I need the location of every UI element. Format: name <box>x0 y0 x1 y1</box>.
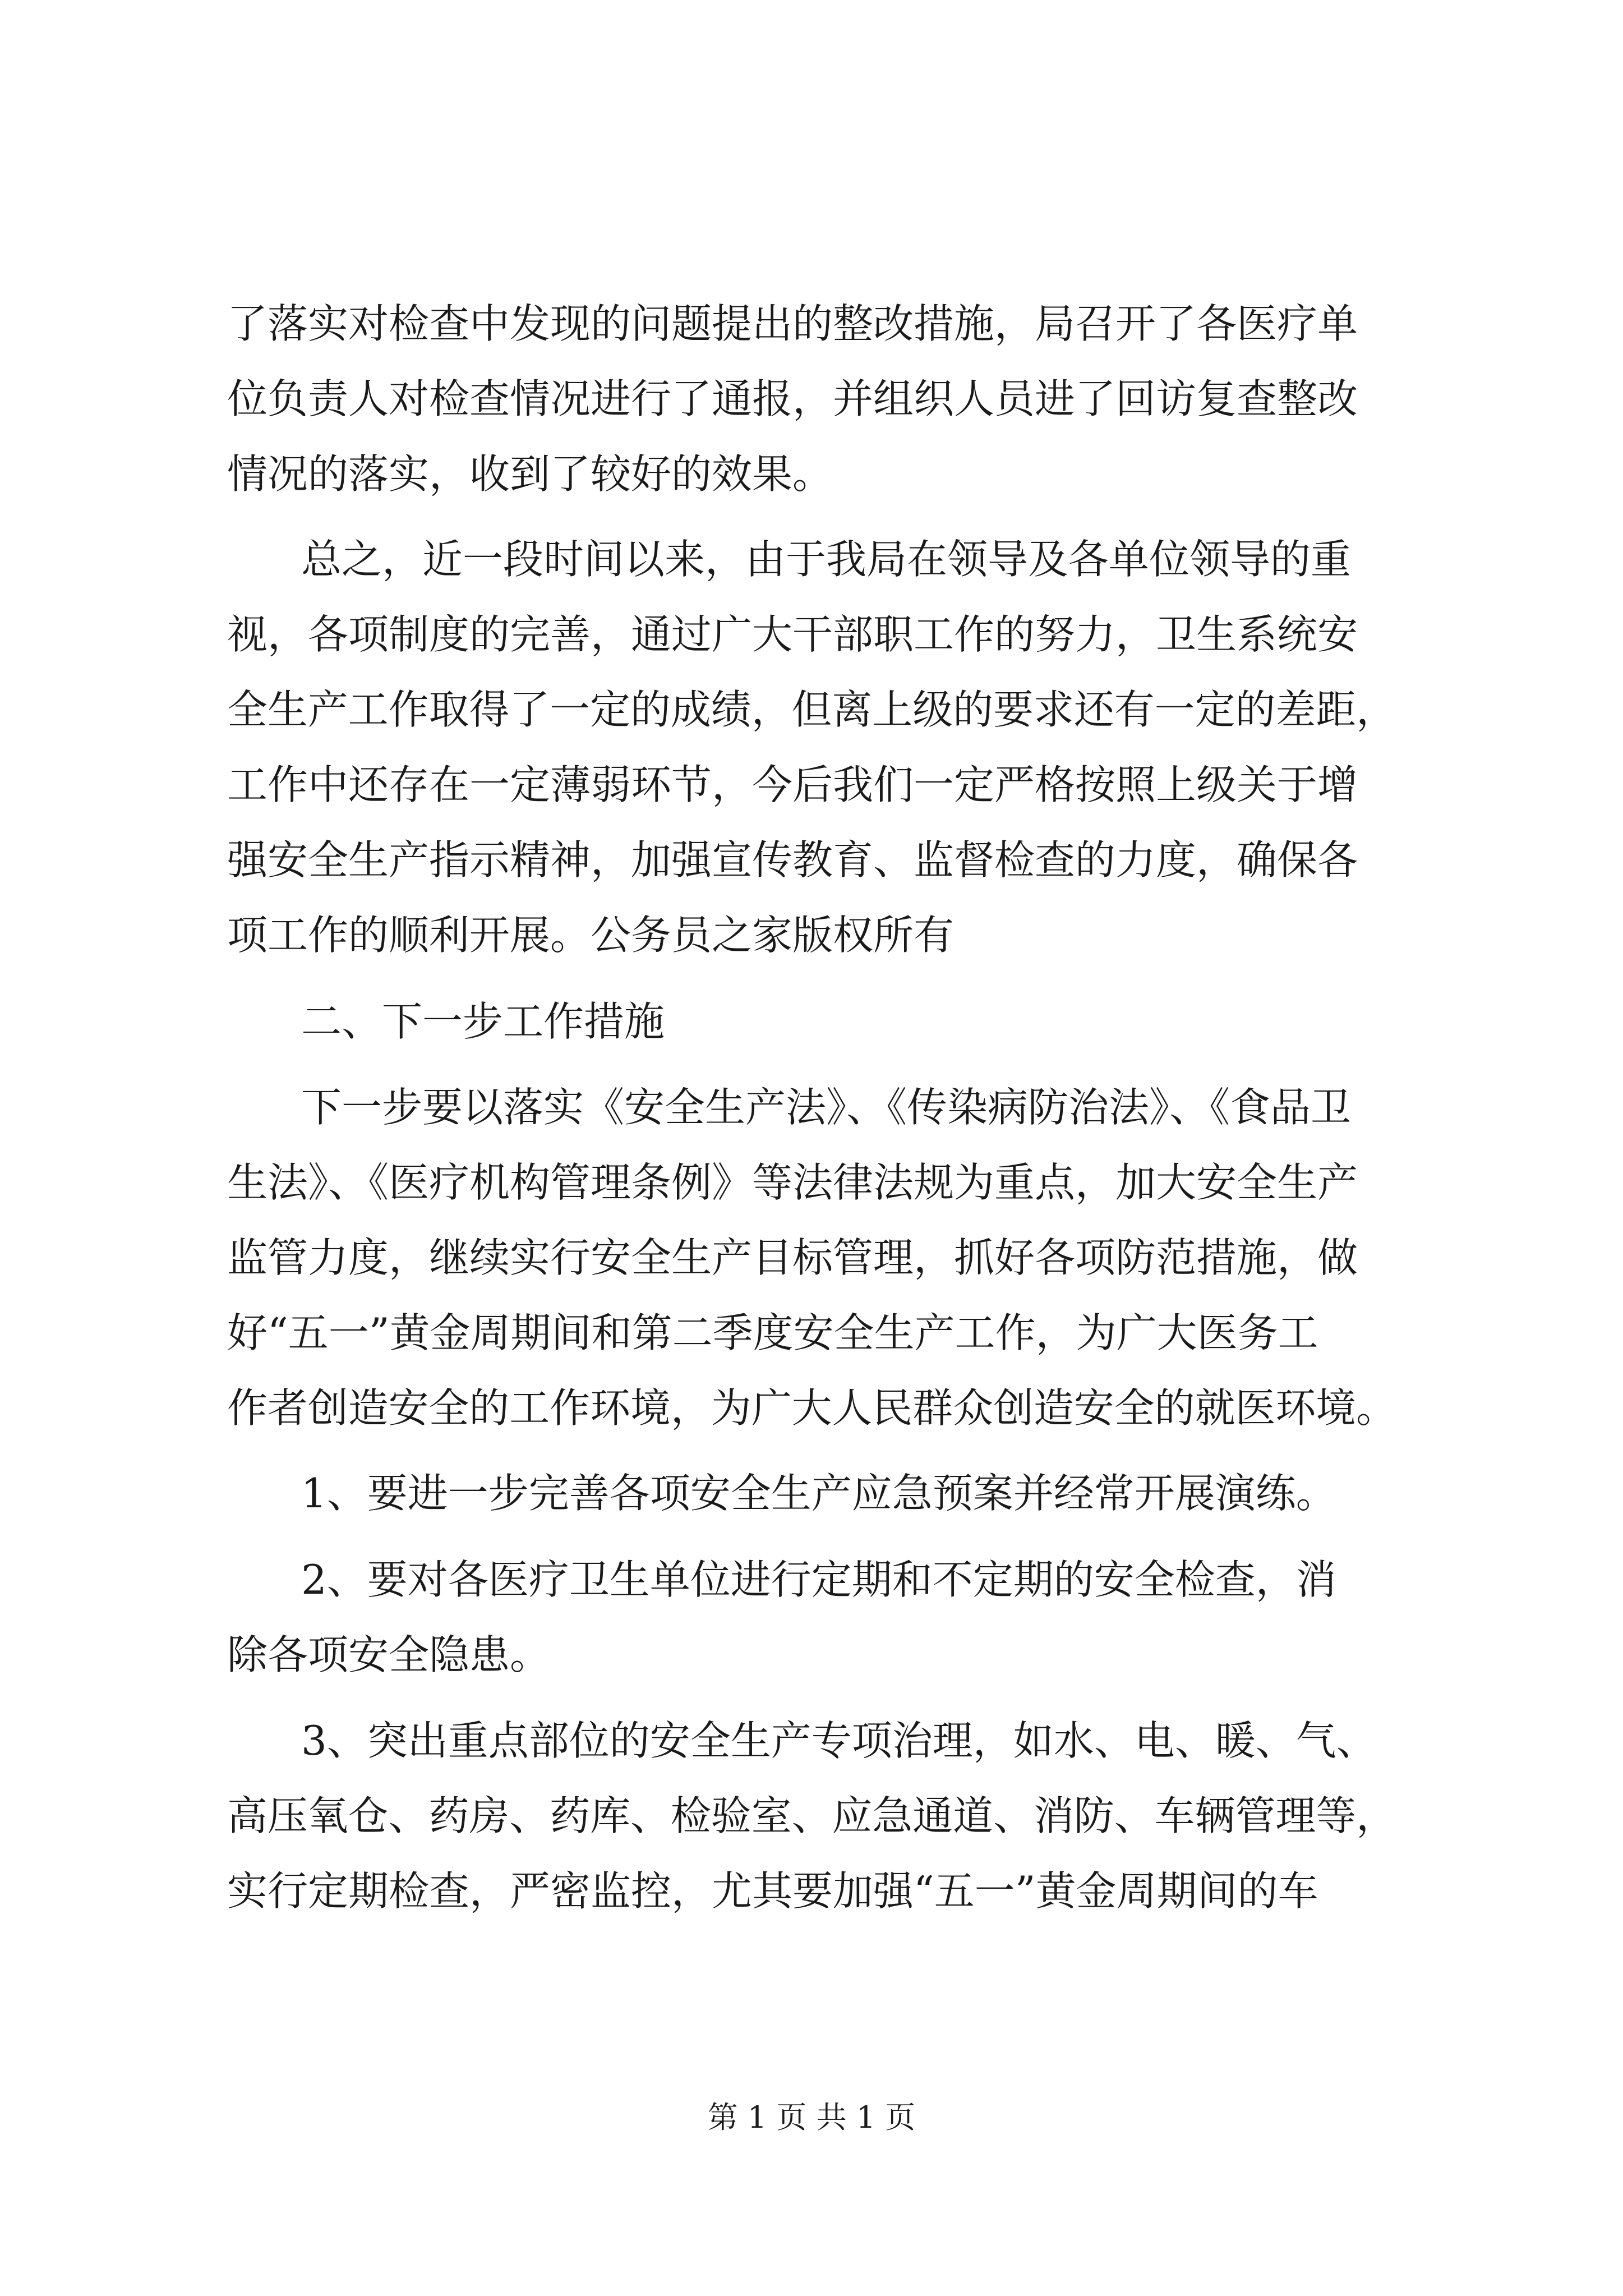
text-line: 监管力度，继续实行安全生产目标管理，抓好各项防范措施，做 <box>227 1234 1358 1281</box>
text-line: 作者创造安全的工作环境，为广大人民群众创造安全的就医环境。 <box>227 1384 1397 1432</box>
text-line: 位负责人对检查情况进行了通报，并组织人员进了回访复查整改 <box>227 375 1358 422</box>
list-item: 2、要对各医疗卫生单位进行定期和不定期的安全检查，消 <box>301 1556 1336 1603</box>
text-line: 高压氧仓、药房、药库、检验室、应急通道、消防、车辆管理等， <box>227 1792 1397 1839</box>
text-line: 情况的落实，收到了较好的效果。 <box>227 450 833 498</box>
text-line: 总之，近一段时间以来，由于我局在领导及各单位领导的重 <box>301 536 1352 583</box>
text-line: 除各项安全隐患。 <box>227 1631 551 1678</box>
text-line: 生法》、《医疗机构管理条例》等法律法规为重点，加大安全生产 <box>227 1159 1358 1206</box>
text-line: 视，各项制度的完善，通过广大干部职工作的努力，卫生系统安 <box>227 611 1358 658</box>
section-heading: 二、下一步工作措施 <box>301 998 665 1045</box>
text-line: 实行定期检查，严密监控，尤其要加强“五一”黄金周期间的车 <box>227 1867 1318 1915</box>
text-line: 下一步要以落实《安全生产法》、《传染病防治法》、《食品卫 <box>301 1084 1352 1131</box>
text-line: 工作中还存在一定薄弱环节，今后我们一定严格按照上级关于增 <box>227 761 1358 808</box>
page-footer <box>0 2095 1623 2140</box>
text-line: 好“五一”黄金周期间和第二季度安全生产工作，为广大医务工 <box>227 1309 1318 1356</box>
list-item: 1、要进一步完善各项安全生产应急预案并经常开展演练。 <box>301 1470 1336 1517</box>
list-item: 3、突出重点部位的安全生产专项治理，如水、电、暖、气、 <box>301 1717 1377 1764</box>
text-line: 强安全生产指示精神，加强宣传教育、监督检查的力度，确保各 <box>227 836 1358 884</box>
text-line: 了落实对检查中发现的问题提出的整改措施，局召开了各医疗单 <box>227 300 1358 347</box>
page-number-label: 第 1 页 共 1 页 <box>707 2100 916 2135</box>
text-line: 项工作的顺利开展。公务员之家版权所有 <box>227 912 955 959</box>
text-line: 全生产工作取得了一定的成绩，但离上级的要求还有一定的差距， <box>227 686 1397 733</box>
